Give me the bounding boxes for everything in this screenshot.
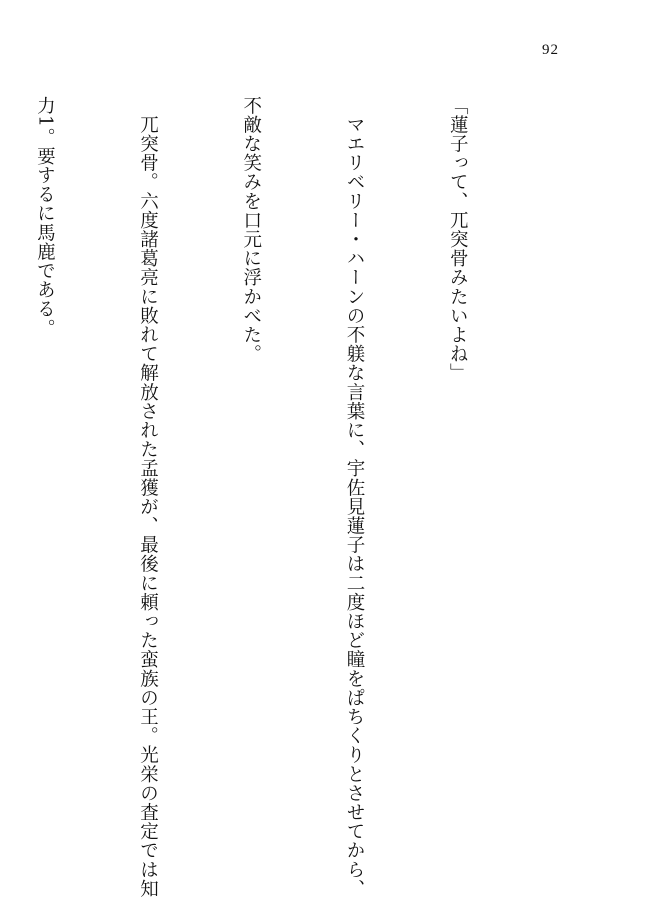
- text-line: マエリベリー・ハーンの不躾な言葉に、宇佐見蓮子は二度ほど瞳をぱちくりとさせてから、: [343, 96, 365, 899]
- text-line: 兀突骨。六度諸葛亮に敗れて解放された孟獲が、最後に頼った蛮族の王。光栄の査定では知: [137, 96, 159, 899]
- vertical-text-body: [0, 96, 543, 899]
- text-line: 不敵な笑みを口元に浮かべた。: [240, 96, 262, 364]
- text-line: 力1。要するに馬鹿である。: [34, 96, 56, 338]
- text-line: 「蓮子って、兀突骨みたいよね」: [447, 96, 469, 383]
- page-number: 92: [542, 42, 559, 58]
